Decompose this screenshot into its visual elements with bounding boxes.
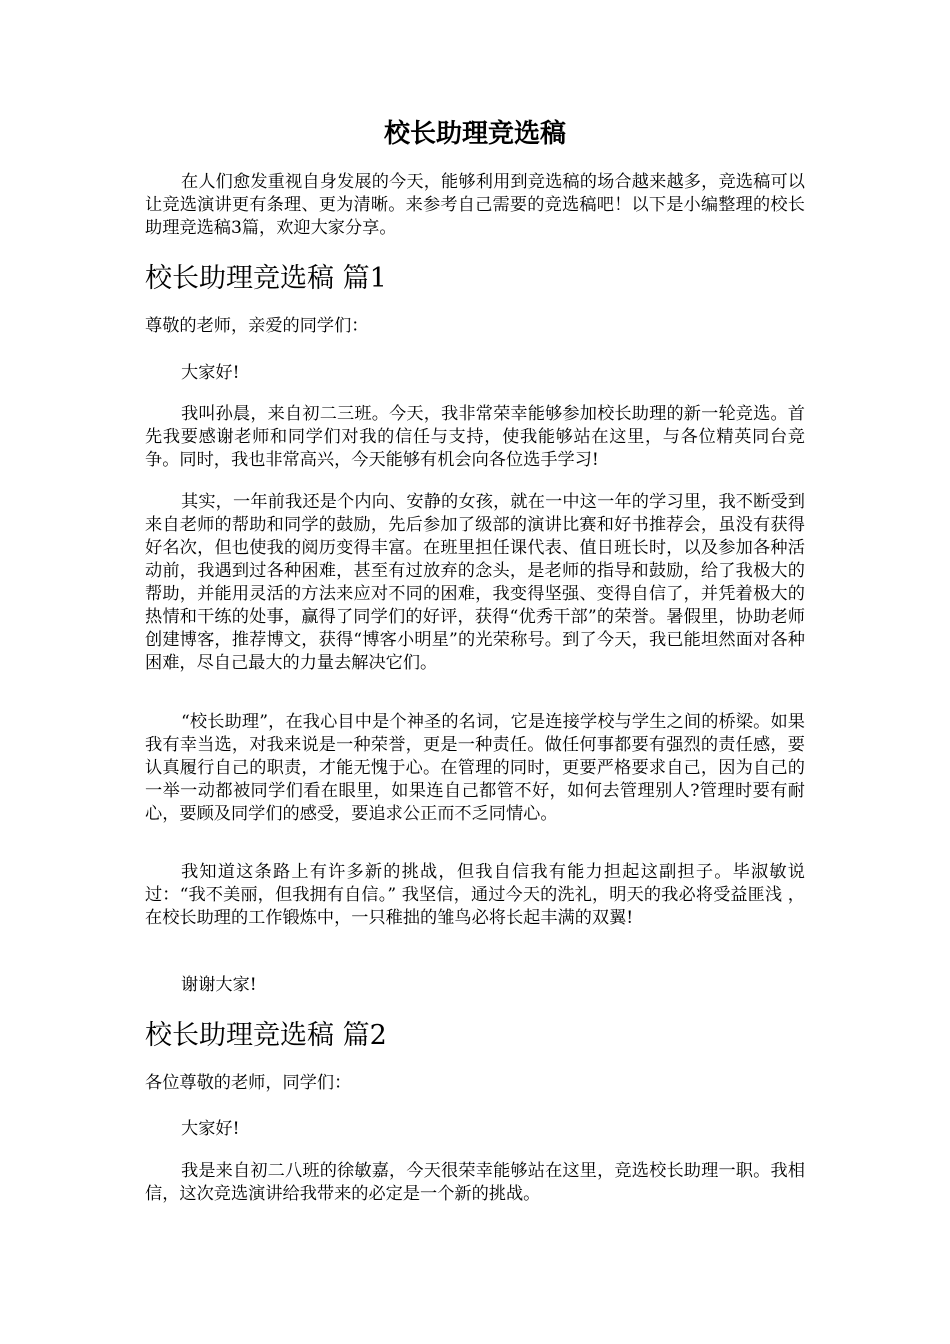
- section-1-paragraph: 我知道这条路上有许多新的挑战，但我自信我有能力担起这副担子。毕淑敏说过：“我不美丽，但我拥有自信。” 我坚信，通过今天的洗礼，明天的我必将受益匪浅 ，在校长助理的工作锻炼中，一只稚拙的雏鸟必将长起丰满的双翼!: [145, 862, 805, 928]
- intro-paragraph: 在人们愈发重视自身发展的今天，能够利用到竞选稿的场合越来越多，竞选稿可以让竞选演讲更有条理、更为清晰。来参考自己需要的竞选稿吧！以下是小编整理的校长助理竞选稿3篇，欢迎大家分享。: [145, 172, 805, 238]
- section-2-greeting: 大家好!: [181, 1119, 240, 1139]
- section-2-heading: 校长助理竞选稿 篇2: [145, 1020, 387, 1051]
- section-1-paragraph: 其实，一年前我还是个内向、安静的女孩，就在一中这一年的学习里，我不断受到来自老师的帮助和同学的鼓励，先后参加了级部的演讲比赛和好书推荐会，虽没有获得好名次，但也使我的阅历变得丰富。在班里担任课代表、值日班长时，以及参加各种活动前，我遇到过各种困难，甚至有过放弃的念头，是老师的指导和鼓励，给了我极大的帮助，并能用灵活的方法来应对不同的困难，我变得坚强、变得自信了，并凭着极大的热情和干练的处事，赢得了同学们的好评，获得“优秀干部”的荣誉。暑假里，协助老师创建博客，推荐博文，获得“博客小明星”的光荣称号。到了今天，我已能坦然面对各种困难，尽自己最大的力量去解决它们。: [145, 492, 805, 673]
- section-2-salutation: 各位尊敬的老师，同学们：: [145, 1073, 352, 1093]
- document-title: 校长助理竞选稿: [383, 119, 566, 149]
- section-1-greeting: 大家好!: [181, 363, 240, 383]
- section-1-paragraph: “校长助理”，在我心目中是个神圣的名词，它是连接学校与学生之间的桥梁。如果我有幸当选，对我来说是一种荣誉，更是一种责任。做任何事都要有强烈的责任感，要认真履行自己的职责，才能无愧于心。在管理的同时，更要严格要求自己，因为自己的一举一动都被同学们看在眼里，如果连自己都管不好，如何去管理别人?管理时要有耐心，要顾及同学们的感受，要追求公正而不乏同情心。: [145, 712, 805, 824]
- section-2-paragraph: 我是来自初二八班的徐敏嘉，今天很荣幸能够站在这里，竞选校长助理一职。我相信，这次竞选演讲给我带来的必定是一个新的挑战。: [145, 1161, 805, 1204]
- section-1-paragraph: 我叫孙晨，来自初二三班。今天，我非常荣幸能够参加校长助理的新一轮竞选。首先我要感谢老师和同学们对我的信任与支持，使我能够站在这里，与各位精英同台竞争。同时，我也非常高兴，今天能够有机会向各位选手学习!: [145, 404, 805, 470]
- section-1-heading: 校长助理竞选稿 篇1: [145, 263, 387, 294]
- section-1-closing: 谢谢大家!: [181, 975, 257, 995]
- section-1-salutation: 尊敬的老师，亲爱的同学们：: [145, 316, 369, 336]
